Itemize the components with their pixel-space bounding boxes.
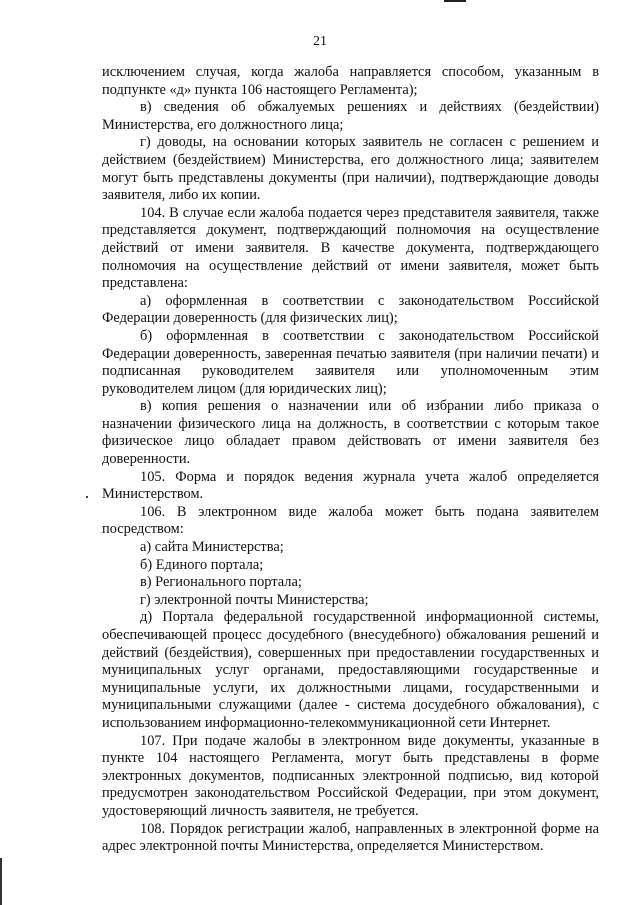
paragraph-107: 107. При подаче жалобы в электронном виде документы, указанные в пункте 104 настоящего Регламента, могут быть представлены в форме электронных документов, подписанных электронной подписью, вид которой предусмотрен законодательством Российской Федерации, при этом документ, удостоверяющий личность заявителя, не требуется.	[102, 732, 599, 819]
paragraph-106-a: а) сайта Министерства;	[140, 539, 284, 556]
scan-mark	[86, 496, 88, 498]
paragraph-104-b: б) оформленная в соответствии с законодательством Российской Федерации доверенность, заверенная печатью заявителя (при наличии печати) и подписанная руководителем заявителя или уполномоченным этим руководителем лицом (для юридических лиц);	[102, 327, 599, 397]
document-body	[102, 64, 599, 856]
paragraph-106-d: д) Портала федеральной государственной информационной системы, обеспечивающей процесс досудебного (внесудебного) обжалования решений и действий (бездействия), совершенных при предоставлении государственных и муниципальных услуг органами, предоставляющими государственные и муниципальные услуги, их должностными лицами, государственными и муниципальными служащими (далее - система досудебного обжалования), с использованием информационно-телекоммуникационной сети Интернет.	[102, 609, 599, 731]
paragraph-106-v: в) Регионального портала;	[140, 574, 302, 591]
paragraph-item-v: в) сведения об обжалуемых решениях и действиях (бездействии) Министерства, его должностного лица;	[102, 99, 599, 133]
paragraph-104: 104. В случае если жалоба подается через представителя заявителя, также представляется документ, подтверждающий полномочия на осуществление действий от имени заявителя. В качестве документа, подтверждающего полномочия на осуществление действий от имени заявителя, может быть представлена:	[102, 204, 599, 292]
top-rule	[444, 0, 466, 2]
paragraph-item-g: г) доводы, на основании которых заявитель не согласен с решением и действием (бездействием) Министерства, его должностного лица; заявителем могут быть представлены документы (при наличии), подтверждающие доводы заявителя, либо их копии.	[102, 134, 599, 204]
scan-edge-mark	[0, 858, 2, 905]
paragraph-continuation: исключением случая, когда жалоба направляется способом, указанным в подпункте «д» пункта 106 настоящего Регламента);	[102, 64, 599, 98]
page-number: 21	[313, 34, 327, 49]
paragraph-105: 105. Форма и порядок ведения журнала учета жалоб определяется Министерством.	[102, 468, 599, 503]
paragraph-106-g: г) электронной почты Министерства;	[140, 591, 369, 608]
paragraph-106: 106. В электронном виде жалоба может быть подана заявителем посредством:	[102, 503, 599, 538]
paragraph-104-v: в) копия решения о назначении или об избрании либо приказа о назначении физического лица на должность, в соответствии с которым такое физическое лицо обладает правом действовать от имени заявителя без доверенности.	[102, 398, 599, 468]
paragraph-106-b: б) Единого портала;	[140, 556, 264, 573]
paragraph-104-a: а) оформленная в соответствии с законодательством Российской Федерации доверенность (для физических лиц);	[102, 292, 599, 327]
paragraph-108: 108. Порядок регистрации жалоб, направленных в электронной форме на адрес электронной почты Министерства, определяется Министерством.	[102, 820, 599, 855]
